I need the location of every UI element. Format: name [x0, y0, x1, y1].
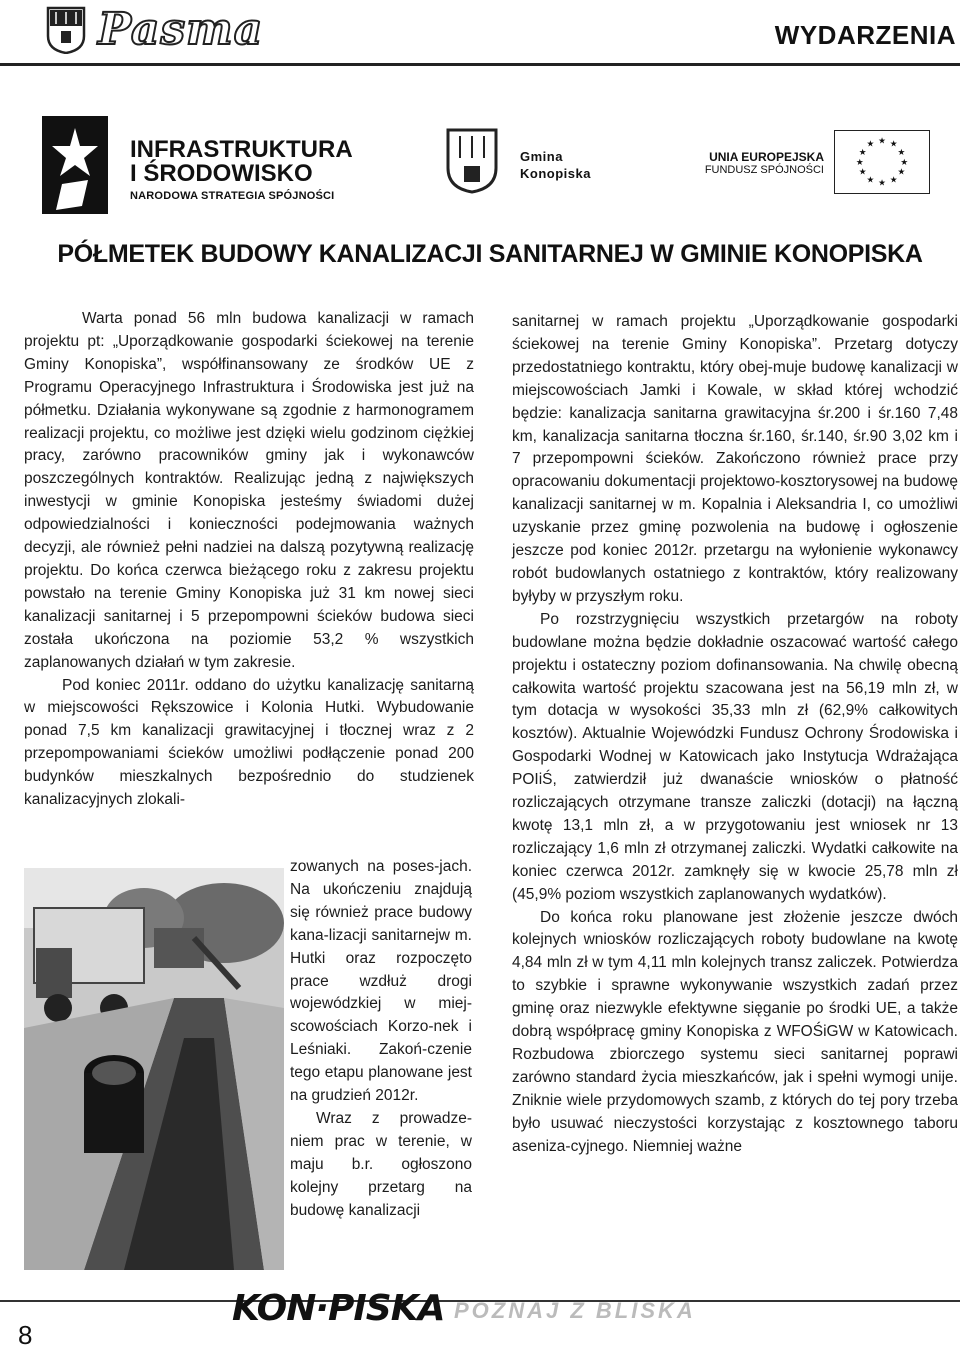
paragraph: Warta ponad 56 mln budowa kanalizacji w ramach projektu pt: „Uporządkowanie gospodarki ściekowej na terenie Gminy Konopiska”, współfinansowany ze środków UE z Programu Operacyjnego Infrastruktura i Środowiska jest już na półmetku. Działania wykonywane są zgodnie z harmonogramem realizacji projektu, co możliwe jest dzięki wielu godzinom ciężkiej pracy, zarówno pracowników gminy jak i wykonawców poszczególnych kontraktów. Realizując jedną z największych inwestycji w gminie Konopiska jesteśmy świadomi dużej odpowiedzialności i konieczności podejmowania ważnych decyzji, ale również pełni nadziei na dalszą pozytywną realizację projektu. Do końca czerwca bieżącego roku z zakresu projektu powstało na terenie Gminy Konopiska już 31 km nowej sieci kanalizacji sanitarnej i 5 przepompowni ścieków budowa sieci została ukończona na poziomie 53,2 % wszystkich zaplanowanych działań w tym zakresie. [24, 310, 474, 671]
svg-text:★: ★ [900, 157, 909, 168]
svg-text:★: ★ [897, 148, 906, 159]
svg-text:★: ★ [855, 157, 864, 168]
infrastruktura-line2: I ŚRODOWISKO [130, 160, 313, 187]
star-icon [42, 116, 108, 214]
paragraph: Po rozstrzygnięciu wszystkich przetargów na roboty budowlane można będzie dokładnie oszacować wartość całego projektu i ostateczny poziom dofinansowania. Na chwilę obecną całkowita wartość projektu szacowana jest na 56,19 mln zł, w tym dotacja w wysokości 35,33 mln zł (62,9% całkowitych kosztów). Aktualnie Wojewódzki Fundusz Ochrony Środowiska i Gospodarki Wodnej w Katowicach jako Instytucja Wdrażająca POIiŚ, zatwierdził już dwanaście wniosków o płatność rozliczających otrzymane transze zaliczki (dotacji) na łączną kwotę 13,1 mln zł, a w przygotowaniu jest wniosek nr 13 rozliczający 1,6 mln zł otrzymanej zaliczki. Wydatki całkowite na koniec czerwca 2012r. zamknęły się w kwocie 25,78 mln zł (45,9% poziom wszystkich zaplanowanych wydatków). [512, 610, 958, 903]
konopiska-logo: KON·PISKA [232, 1288, 445, 1329]
section-label: WYDARZENIA [774, 20, 956, 50]
right-column [512, 311, 958, 1159]
gmina-line2: Konopiska [520, 166, 591, 181]
header-divider [0, 63, 960, 66]
eu-logo [698, 130, 934, 196]
eu-line1: UNIA EUROPEJSKA [709, 150, 824, 164]
infrastruktura-text [130, 138, 353, 202]
svg-text:★: ★ [878, 136, 886, 147]
gmina-crest-icon [446, 128, 498, 194]
article-title: PÓŁMETEK BUDOWY KANALIZACJI SANITARNEJ W GMINIE KONOPISKA [57, 240, 923, 268]
gmina-logo [446, 128, 606, 198]
eu-line2: FUNDUSZ SPÓJNOŚCI [704, 164, 824, 176]
svg-text:★: ★ [858, 148, 867, 159]
eu-text [698, 150, 824, 176]
svg-text:★: ★ [866, 139, 875, 150]
footer-tagline: POZNAJ Z BLISKA [454, 1298, 696, 1323]
infrastruktura-line1: INFRASTRUKTURA [130, 136, 353, 163]
page-number: 8 [18, 1320, 33, 1350]
infrastruktura-logo [42, 116, 352, 214]
gmina-crest-icon [46, 6, 86, 54]
infrastruktura-line3: NARODOWA STRATEGIA SPÓJNOŚCI [130, 190, 335, 202]
paragraph: sanitarnej w ramach projektu „Uporządkowanie gospodarki ściekowej na terenie Gminy Konopiska”. Przetarg dotyczy przedostatniego kontraktu, który obej-muje budowę kanalizacji w miejscowościach Jamki i Kowale, w skład której wchodzić będzie: kanalizacja sanitarna grawitacyjna śr.200 i śr.160 7,48 km, kanalizacja sanitarna tłoczna śr.160, śr.140, śr.90 3,02 km i 7 przepompowni ścieków. Zakończono również prace przy opracowaniu dokumentacji projektowo-kosztorysowej na budowę kanalizacji sanitarnej w m. Kopalnia i Aleksandria I, co umożliwi uzyskanie przez gminę pozwolenia na budowę i ogłoszenie jeszcze pod koniec 2012r. przetargu na wyłonienie wykonawcy robót budowlanych ostatniego z kontraktów, który realizowany byłyby w przyszłym roku. [512, 313, 958, 605]
photo-wrap-text [290, 856, 472, 1223]
svg-text:★: ★ [858, 167, 867, 178]
paragraph: Do końca roku planowane jest złożenie jeszcze dwóch kolejnych wniosków rozliczających roboty budowlane na kwotę 4,84 mln zł w tym 4,11 mln kolejnych transz zaliczek. Potwierdza to szybkie i sprawne wykonywanie wszystkich zadań przez gminę oraz niezwykle efektywne sięganie po środki UE, a także dobrą współpracę gminy Konopiska z WFOŚiGW w Katowicach. Rozbudowa zbiorczego systemu sieci sanitarnej poprawi zarówno standard życia mieszkańców, jak i spełni wymogi unije. Zniknie wiele przydomowych szamb, z których do tej pory trzeba było usuwać nieczystości korzystając z kosztownego taboru aseniza-cyjnego. Niemniej ważne [512, 908, 958, 1155]
eu-flag-icon [834, 130, 930, 194]
left-column [24, 308, 474, 812]
gmina-line1: Gmina [520, 149, 563, 164]
svg-text:★: ★ [897, 167, 906, 178]
svg-text:★: ★ [889, 175, 898, 186]
paragraph: Wraz z prowadze-niem prac w terenie, w maju b.r. ogłoszono kolejny przetarg na budowę kanalizacji [290, 1109, 472, 1219]
svg-text:★: ★ [878, 178, 886, 189]
construction-photo [24, 868, 284, 1270]
gmina-text [520, 148, 591, 182]
svg-text:★: ★ [889, 139, 898, 150]
page-header [0, 0, 960, 64]
paragraph: zowanych na poses-jach. Na ukończeniu znajdują się również prace budowy kana-lizacji sanitarnejw m. Hutki oraz rozpoczęto prace wzdłuż drogi wojewódzkiej w miej-scowościach Korzo-nek i Leśniaki. Zakoń-czenie tego etapu planowane jest na grudzień 2012r. [290, 858, 472, 1105]
paragraph: Pod koniec 2011r. oddano do użytku kanalizację sanitarną w miejscowości Rększowice i Kolonia Hutki. Wybudowanie ponad 7,5 km kanalizacji grawitacyjnej i tłocznej wraz z 2 przepompowaniami ścieków umożliwi podłączenie ponad 200 budynków mieszkalnych bezpośrednio do studzienek kanalizacyjnych zlokali- [24, 676, 474, 809]
magazine-brand: Pasma [98, 4, 264, 55]
svg-text:★: ★ [866, 175, 875, 186]
